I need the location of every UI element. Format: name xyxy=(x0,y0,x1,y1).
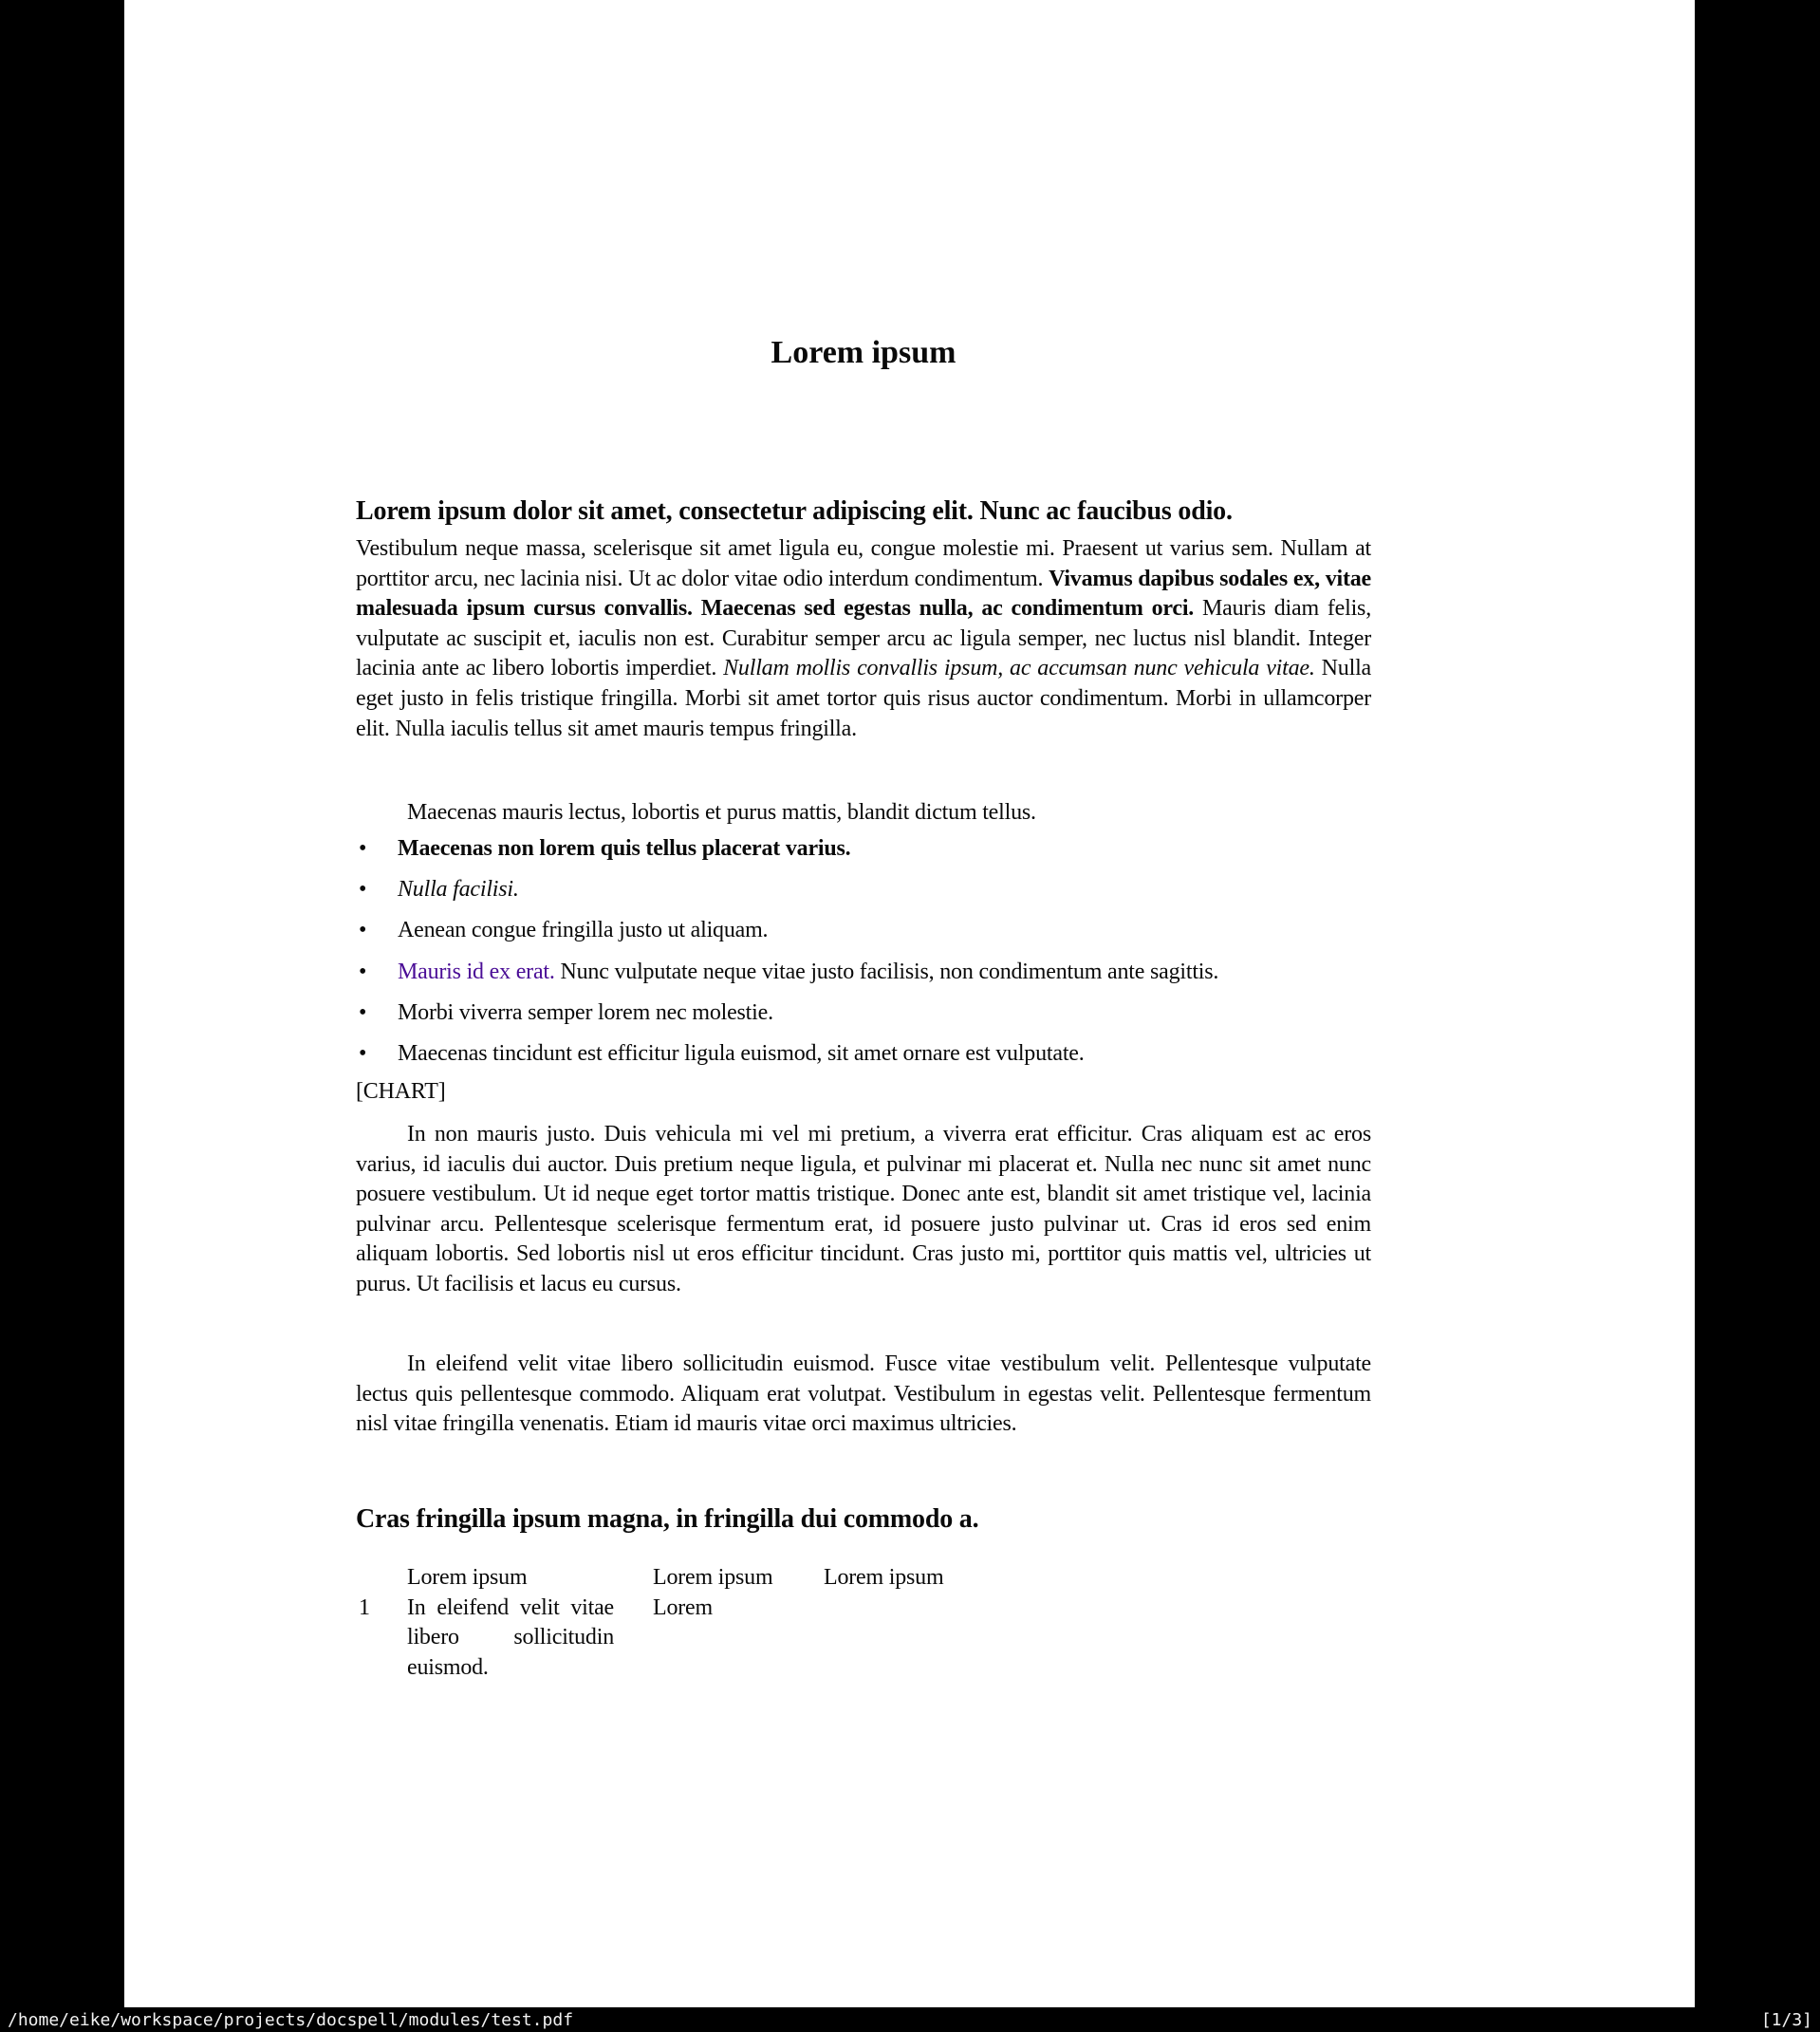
table-row1-col1: In eleifend velit vitae libero sollicitudin euismod. xyxy=(407,1594,614,1680)
bullet-item-1 xyxy=(356,834,1371,865)
paragraph-1-normal-3: Nulla eget justo in felis tristique fringilla. Morbi sit amet tortor quis risus auctor condimentum. Morbi in ullamcorper elit. Nulla iaculis tellus sit amet mauris tempus fringilla. xyxy=(356,656,1371,741)
paragraph-4: In eleifend velit vitae libero sollicitudin euismod. Fusce vitae vestibulum velit. Pellentesque vulputate lectus quis pellentesque commodo. Aliquam erat volutpat. Vestibulum in egestas velit. Pellentesque fermentum nisl vitae fringilla venenatis. Etiam id mauris vitae orci maximus ultricies. xyxy=(356,1352,1371,1437)
bullet-item-4 xyxy=(356,958,1371,988)
section2-heading: Cras fringilla ipsum magna, in fringilla dui commodo a. xyxy=(356,1504,979,1534)
paragraph-3: In non mauris justo. Duis vehicula mi vel mi pretium, a viverra erat efficitur. Cras aliquam est ac eros varius, id iaculis dui auctor. Duis pretium neque ligula, et pulvinar mi placerat et. Nulla nec nunc sit amet nunc posuere vestibulum. Ut id neque eget tortor mattis tristique. Donec ante est, blandit sit amet tristique vel, lacinia pulvinar arcu. Pellentesque scelerisque fermentum erat, id posuere justo pulvinar ut. Cras id eros sed enim aliquam lobortis. Sed lobortis nisl ut eros efficitur tincidunt. Cras justo mi, porttitor quis mattis vel, ultricies ut purus. Ut facilisis et lacus eu cursus. xyxy=(356,1122,1371,1296)
bullet-marker: • xyxy=(359,836,367,861)
paragraph-1-normal-2: Mauris diam felis, vulputate ac suscipit et, iaculis non est. Curabitur semper arcu ac ligula semper, nec luctus nisl blandit. Integer lacinia ante ac libero lobortis imperdiet. xyxy=(356,596,1371,681)
mauris-id-ex-erat-link[interactable]: Mauris id ex erat. xyxy=(398,959,555,984)
bullet-marker: • xyxy=(359,1040,367,1066)
paragraph-1 xyxy=(356,534,1371,744)
table-header-spacer xyxy=(356,1563,407,1594)
bullet-item-1-text: Maecenas non lorem quis tellus placerat varius. xyxy=(398,836,851,861)
paragraph-1-italic-run: Nullam mollis convallis ipsum, ac accumsan nunc vehicula vitae. xyxy=(723,656,1315,681)
bullet-item-6 xyxy=(356,1039,1371,1070)
status-file-path: /home/eike/workspace/projects/docspell/modules/test.pdf xyxy=(8,2009,574,2030)
table-header-col3: Lorem ipsum xyxy=(824,1565,944,1590)
chart-placeholder: [CHART] xyxy=(356,1079,446,1104)
table-row1-number: 1 xyxy=(359,1594,370,1620)
bullet-list xyxy=(356,834,1371,1080)
paragraph-1-bold-run: Vivamus dapibus sodales ex, vitae malesuada ipsum cursus convallis. Maecenas sed egestas nulla, ac condimentum orci. xyxy=(356,566,1372,622)
bullet-item-5-text: Morbi viverra semper lorem nec molestie. xyxy=(398,999,773,1025)
bullet-item-4-text: Nunc vulputate neque vitae justo facilisis, non condimentum ante sagittis. xyxy=(554,959,1219,984)
bullet-marker: • xyxy=(359,918,367,943)
bullet-item-2-text: Nulla facilisi. xyxy=(398,877,519,903)
table-header-col2: Lorem ipsum xyxy=(653,1565,773,1590)
bullet-marker: • xyxy=(359,877,367,903)
document-title: Lorem ipsum xyxy=(771,335,956,370)
bullet-item-5 xyxy=(356,998,1371,1029)
paragraph-2: Maecenas mauris lectus, lobortis et purus mattis, blandit dictum tellus. xyxy=(407,800,1036,825)
table-header-col1: Lorem ipsum xyxy=(407,1565,528,1590)
pdf-page xyxy=(124,0,1695,2007)
bullet-item-6-text: Maecenas tincidunt est efficitur ligula euismod, sit amet ornare est vulputate. xyxy=(398,1040,1085,1066)
table-row1-col2: Lorem xyxy=(653,1594,713,1620)
paragraph-1-normal-1: Vestibulum neque massa, scelerisque sit amet ligula eu, congue molestie mi. Praesent ut varius sem. Nullam at porttitor arcu, nec lacinia nisi. Ut ac dolor vitae odio interdum condimentum. xyxy=(356,536,1371,591)
status-page-indicator: [1/3] xyxy=(1760,2009,1812,2030)
bullet-marker: • xyxy=(359,959,367,984)
bullet-item-3-text: Aenean congue fringilla justo ut aliquam. xyxy=(398,918,769,943)
status-bar xyxy=(0,2007,1820,2032)
bullet-marker: • xyxy=(359,999,367,1025)
bullet-item-3 xyxy=(356,916,1371,946)
section1-heading: Lorem ipsum dolor sit amet, consectetur adipiscing elit. Nunc ac faucibus odio. xyxy=(356,496,1233,526)
bullet-item-2 xyxy=(356,875,1371,905)
table-row1-col3 xyxy=(824,1594,1013,1684)
document-table xyxy=(356,1563,1210,1683)
